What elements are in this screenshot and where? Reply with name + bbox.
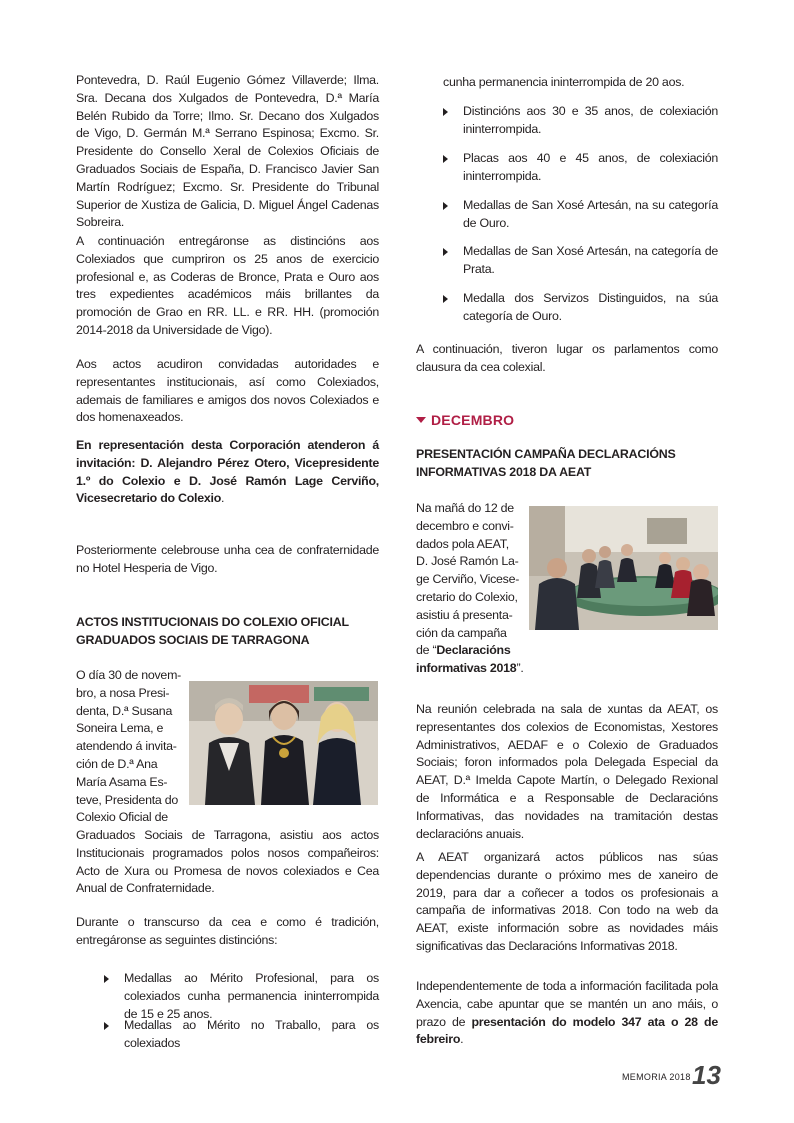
bullet-arrow-icon — [104, 975, 109, 983]
wrap-line: ción da campaña — [416, 625, 507, 640]
model-347-bold: presentación do modelo 347 ata o 28 de febreiro — [416, 1014, 718, 1047]
month-heading — [416, 412, 514, 428]
photo-aeat-meeting — [529, 506, 718, 630]
wrap-text-tarragona — [76, 667, 184, 827]
heading-tarragona: ACTOS INSTITUCIONAIS DO COLEXIO OFICIAL GRADUADOS SOCIAIS DE TARRAGONA — [76, 615, 349, 647]
photo-tarragona-illustration — [189, 681, 378, 805]
model-347-text: Independentemente de toda a información facilitada pola Axencia, cabe apuntar que se mantén un ano máis, o prazo de — [416, 979, 718, 1029]
bullet-text: Medallas ao Mérito Profesional, para os colexiados cunha permanencia ininterrompida de 15 e 25 anos. — [124, 971, 379, 1021]
bullet-continuation: cunha permanencia ininterrompida de 20 aos. — [443, 75, 685, 89]
bullet-item — [443, 103, 718, 139]
heading-aeat: PRESENTACIÓN CAMPAÑA DECLARACIÓNS INFORMATIVAS 2018 DA AEAT — [416, 447, 676, 479]
paragraph-aeat-events: A AEAT organizará actos públicos nas súas dependencias durante o próximo mes de xaneiro de 2019, para dar a coñecer a todos os profesionais a campaña de informativas 2018. Con todo na web da AEAT, existe información sobre as novidades máis significativas das Declaracións Informativas 2018. — [416, 850, 718, 953]
wrap-end: ”. — [516, 661, 524, 676]
bullet-arrow-icon — [443, 155, 448, 163]
bullet-arrow-icon — [443, 108, 448, 116]
model-347-end: . — [460, 1032, 464, 1047]
representation-end: . — [221, 491, 225, 506]
wrap-line: decembro e convi- — [416, 518, 514, 533]
paragraph-model-347 — [416, 978, 718, 1049]
paragraph-guests: Aos actos acudiron convidadas autoridades e representantes institucionais, así como Colexiados, ademais de familiares e amigos dos novos Colexiados e dos homenaxeados. — [76, 357, 379, 425]
bullet-item — [104, 970, 379, 1023]
bullet-arrow-icon — [104, 1022, 109, 1030]
paragraph-aeat-meeting: Na reunión celebrada na sala de xuntas da AEAT, os representantes dos colexios de Economistas, Xestores Administrativos, AEDAF e o Colexio de Graduados Sociais; foron informados pola Delegada Especial da AEAT, D.ª Imelda Capote Martín, o Delegado Rexional de Informática e a Responsable de Declaracións Informativas, das novidades na tramitación destas declaracións anuais. — [416, 702, 718, 841]
triangle-down-icon — [416, 417, 426, 423]
wrap-line: atendendo á invita- — [76, 739, 177, 754]
wrap-bold2: informativas 2018 — [416, 661, 517, 676]
bullet-text: Distincións aos 30 e 35 anos, de colexiación ininterrompida. — [463, 104, 718, 136]
footer-label: MEMORIA 2018 — [622, 1072, 691, 1082]
bullet-arrow-icon — [443, 202, 448, 210]
paragraph-tradition: Durante o transcurso da cea e como é tradición, entregáronse as seguintes distincións: — [76, 915, 379, 947]
bullet-item — [443, 243, 718, 279]
bullet-text: Medallas ao Mérito no Traballo, para os colexiados — [124, 1018, 379, 1050]
bullet-text: Medalla dos Servizos Distinguidos, na súa categoría de Ouro. — [463, 291, 718, 323]
wrap-line: asistiu á presenta- — [416, 607, 513, 622]
wrap-line: denta, D.ª Susana — [76, 703, 173, 718]
bullet-item — [104, 1017, 379, 1053]
bullet-item — [443, 150, 718, 186]
bullet-arrow-icon — [443, 295, 448, 303]
wrap-line: Na mañá do 12 de — [416, 501, 514, 515]
bullet-text: Medallas de San Xosé Artesán, na categoría de Prata. — [463, 244, 718, 276]
bullet-arrow-icon — [443, 248, 448, 256]
wrap-line: ción de D.ª Ana — [76, 756, 158, 771]
wrap-line: María Asama Es- — [76, 774, 168, 789]
paragraph-authorities: Pontevedra, D. Raúl Eugenio Gómez Villaverde; Ilma. Sra. Decana dos Xulgados de Pontevedra, D.ª María Belén Rubido da Torre; Ilmo. Sr. Decano dos Xulgados de Vigo, D. Germán M.ª Serrano Espinosa; Excmo. Sr. Presidente do Consello Xeral de Colexios Oficiais de Graduados Sociais de España, D. Francisco Javier San Martín Rodríguez; Excmo. Sr. Presidente do Tribunal Superior de Xustiza de Galicia, D. Miguel Ángel Cadenas Sobreira. — [76, 73, 379, 230]
wrap-text-aeat — [416, 500, 526, 678]
photo-tarragona-presidents — [189, 681, 378, 805]
wrap-line — [416, 642, 526, 660]
wrap-line: dados pola AEAT, — [416, 536, 509, 551]
paragraph-dinner: Posteriormente celebrouse unha cea de confraternidade no Hotel Hesperia de Vigo. — [76, 543, 379, 575]
paragraph-distinctions: A continuación entregáronse as distincións aos Colexiados que cumpriron os 25 anos de exercicio profesional e, as Coderas de Bronce, Prata e Ouro aos tres expedientes académicos máis brillantes da promoción de Grao en RR. LL. e RR. HH. (promoción 2014-2018 da Universidade de Vigo). — [76, 234, 379, 337]
bullet-item — [443, 197, 718, 233]
bullet-text: Medallas de San Xosé Artesán, na su categoría de Ouro. — [463, 198, 718, 230]
photo-aeat-illustration — [529, 506, 718, 630]
wrap-bold: Declaracións — [436, 643, 511, 658]
wrap-line: Soneira Lema, e — [76, 721, 164, 736]
wrap-line: ge Cerviño, Vicese- — [416, 572, 520, 587]
bullet-item — [443, 290, 718, 326]
wrap-line: teve, Presidenta do — [76, 792, 179, 807]
wrap-line: bro, a nosa Presi- — [76, 685, 170, 700]
wrap-line: Colexio Oficial de — [76, 810, 168, 825]
month-label: DECEMBRO — [431, 412, 515, 428]
wrap-line — [416, 660, 526, 678]
wrap-lead: de “ — [416, 643, 437, 658]
wrap-line: O día 30 de novem- — [76, 668, 182, 682]
paragraph-tarragona-rest: Graduados Sociais de Tarragona, asistiu aos actos Institucionais programados polos nosos compañeiros: Acto de Xura ou Promesa de novos colexiados e Cea Anual de Confraternidade. — [76, 828, 379, 896]
page-number: 13 — [692, 1060, 721, 1090]
wrap-line: cretario do Colexio, — [416, 589, 518, 604]
wrap-line: D. José Ramón La- — [416, 554, 519, 569]
paragraph-speeches: A continuación, tiveron lugar os parlamentos como clausura da cea colexial. — [416, 342, 718, 374]
representation-text: En representación desta Corporación atenderon á invitación: D. Alejandro Pérez Otero, Vicepresidente 1.º do Colexio e D. José Ramón Lage Cerviño, Vicesecretario do Colexio — [76, 438, 379, 506]
paragraph-representation — [76, 437, 379, 508]
bullet-text: Placas aos 40 e 45 anos, de colexiación ininterrompida. — [463, 151, 718, 183]
